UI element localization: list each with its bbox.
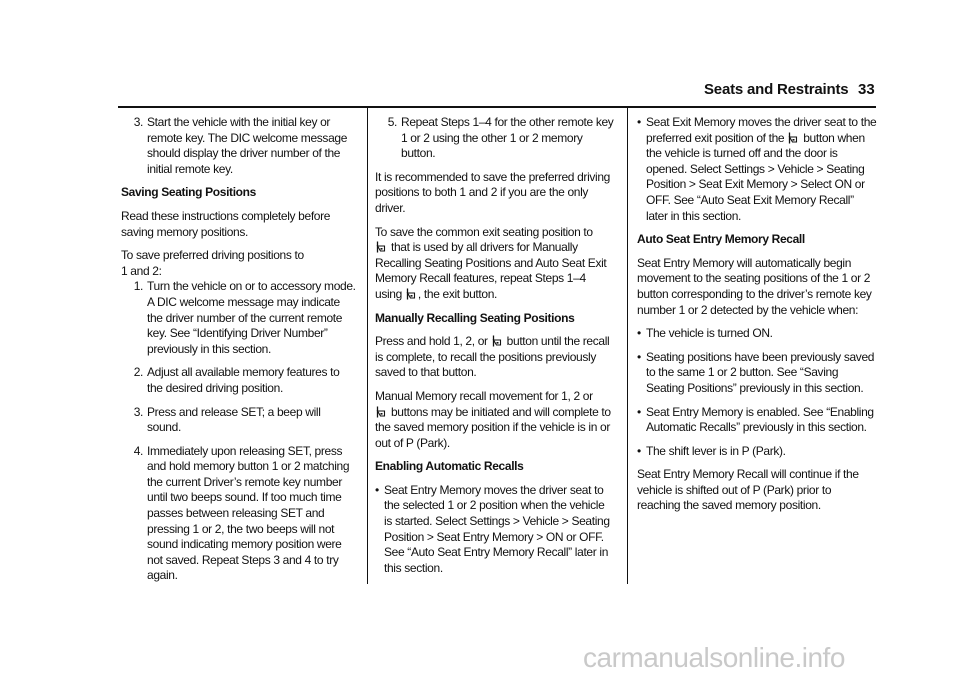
paragraph-text: , the exit button. <box>417 286 498 301</box>
header-rule <box>118 106 876 108</box>
paragraph-text: Press and hold 1, 2, or <box>375 334 491 349</box>
bullet-item <box>375 483 615 577</box>
section-heading: Auto Seat Entry Memory Recall <box>637 232 805 247</box>
paragraph <box>375 225 615 303</box>
exit-seat-button-icon <box>492 335 503 347</box>
bullet-text-part: Seat Exit Memory moves the driver seat to the preferred exit position of the <box>646 115 877 145</box>
bullet-item <box>637 326 877 342</box>
bullet-text <box>646 115 877 224</box>
exit-seat-button-icon <box>406 288 417 300</box>
page-header <box>0 0 960 110</box>
bullet-item <box>637 350 877 397</box>
bullet-item <box>637 444 877 460</box>
column-2 <box>375 115 615 584</box>
paragraph <box>121 248 357 279</box>
watermark: carmanualsonline.info <box>583 642 845 673</box>
column-1 <box>121 115 357 592</box>
bullet-text: The shift lever is in P (Park). <box>646 443 786 458</box>
step-text: Adjust all available memory features to the desired driving position. <box>147 365 340 395</box>
paragraph: Read these instructions completely before saving memory positions. <box>121 208 331 239</box>
bullet-item <box>637 405 877 436</box>
step-text: Press and release SET; a beep will sound. <box>147 404 321 435</box>
step-item <box>121 405 357 436</box>
column-3 <box>637 115 877 522</box>
step-text: Start the vehicle with the initial key or remote key. The DIC welcome message should display the driver number of the initial remote key. <box>147 115 348 176</box>
bullet-glyph: • <box>637 115 641 129</box>
exit-seat-button-icon <box>376 241 387 253</box>
step-number: 3. <box>133 404 143 419</box>
step-text: Repeat Steps 1–4 for the other remote key 1 or 2 using the other 1 or 2 memory button. <box>401 115 614 161</box>
paragraph-text: Manual Memory recall movement for 1, 2 or <box>375 388 593 403</box>
paragraph: It is recommended to save the preferred driving positions to both 1 and 2 if you are the only driver. <box>375 169 611 215</box>
step-text: Immediately upon releasing SET, press and hold memory button 1 or 2 matching the current Driver’s remote key number until two beeps sound. If too much time passes between releasing SET and pressing 1 or 2, the two beeps will not sound indicating memory position were not saved. Repeat Steps 3 and 4 to try again. <box>147 443 350 583</box>
bullet-text: Seating positions have been previously saved to the same 1 or 2 button. See “Saving Seating Positions” previously in this section. <box>646 349 875 395</box>
bullet-text-part: button when the vehicle is turned off and the door is opened. Select Settings > Vehicle > Seating Position > Seat Exit Memory > Select ON or OFF. See “Auto Seat Exit Memory Recall” later in this section. <box>646 130 865 223</box>
bullet-text: Seat Entry Memory moves the driver seat to the selected 1 or 2 position when the vehicle is started. Select Settings > Vehicle > Seating Position > Seat Entry Memory > ON or OFF. See “Auto Seat Entry Memory Recall” later in this section. <box>384 482 610 575</box>
bullet-glyph: • <box>637 443 641 458</box>
page-number: 33 <box>858 81 875 98</box>
bullet-glyph: • <box>637 349 641 364</box>
section-heading: Manually Recalling Seating Positions <box>375 310 575 325</box>
paragraph-line: 1 and 2: <box>121 263 162 278</box>
bullet-glyph: • <box>637 326 641 341</box>
step-text: Turn the vehicle on or to accessory mode. A DIC welcome message may indicate the driver number of the current remote key. See “Identifying Driver Number” previously in this section. <box>147 279 356 356</box>
step-number: 2. <box>133 365 143 380</box>
paragraph: Seat Entry Memory will automatically begin movement to the seating positions of the 1 or 2 button corresponding to the driver’s remote key number 1 or 2 detected by the vehicle when: <box>637 255 872 317</box>
exit-seat-button-icon <box>788 132 799 144</box>
column-divider <box>627 108 628 584</box>
paragraph-text: that is used by all drivers for Manually Recalling Seating Positions and Auto Seat Exit Memory Recall features, repeat Steps 1–4 using <box>375 240 607 301</box>
step-number: 1. <box>133 279 143 294</box>
step-number: 5. <box>387 115 397 129</box>
bullet-text: The vehicle is turned ON. <box>646 326 773 341</box>
paragraph: Seat Entry Memory Recall will continue if the vehicle is shifted out of P (Park) prior to reaching the saved memory position. <box>637 467 859 513</box>
step-item <box>121 279 357 357</box>
section-heading: Saving Seating Positions <box>121 185 256 200</box>
paragraph-text: button until the recall is complete, to recall the positions previously saved to that button. <box>375 334 610 380</box>
step-item <box>375 115 615 162</box>
bullet-glyph: • <box>375 482 379 497</box>
column-divider <box>367 108 368 584</box>
paragraph <box>375 389 615 451</box>
step-item <box>121 444 357 584</box>
step-item <box>121 365 357 396</box>
section-title: Seats and Restraints <box>704 81 849 98</box>
step-number: 3. <box>133 115 143 129</box>
paragraph-text: buttons may be initiated and will complete to the saved memory position if the vehicle is in or out of P (Park). <box>375 404 611 450</box>
bullet-text: Seat Entry Memory is enabled. See “Enabling Automatic Recalls” previously in this section. <box>646 404 874 435</box>
paragraph-line: To save preferred driving positions to <box>121 248 304 263</box>
exit-seat-button-icon <box>376 406 387 418</box>
bullet-item <box>637 115 877 224</box>
paragraph-text: To save the common exit seating position to <box>375 224 593 239</box>
paragraph <box>375 334 615 381</box>
step-item <box>121 115 357 177</box>
bullet-glyph: • <box>637 404 641 419</box>
section-heading: Enabling Automatic Recalls <box>375 459 524 474</box>
step-number: 4. <box>133 443 143 458</box>
